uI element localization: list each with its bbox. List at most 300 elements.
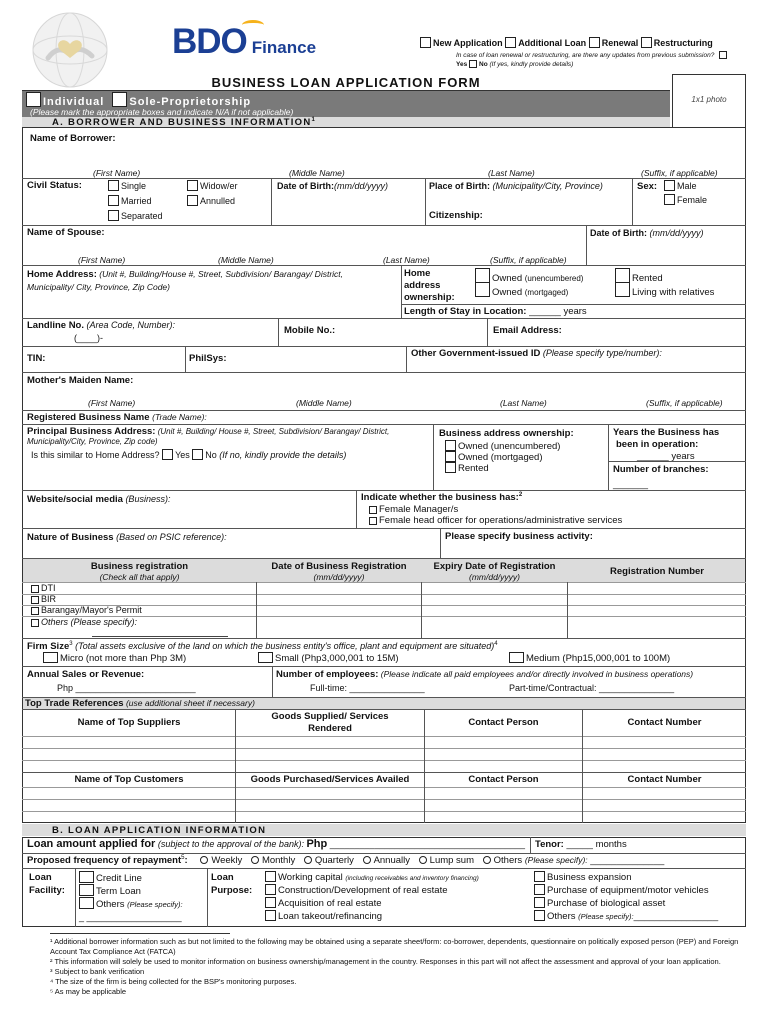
individual-checkbox[interactable] xyxy=(26,92,41,107)
home-owned-mortgaged[interactable] xyxy=(475,282,568,298)
reg-header-registration-text: Business registration xyxy=(90,561,189,572)
reg-row-bir[interactable] xyxy=(31,594,56,604)
firm-size-label: Firm Size xyxy=(27,641,70,652)
supplier-header-goods: Goods Supplied/ Services Rendered xyxy=(271,711,389,734)
freq-annually-radio[interactable] xyxy=(363,856,371,864)
loan-amount-label: Loan amount applied for xyxy=(27,838,156,850)
purpose-biological[interactable] xyxy=(534,897,665,909)
sex-male[interactable] xyxy=(664,180,697,191)
freq-others-blank[interactable]: ______________ xyxy=(590,855,665,867)
facility-credit-line-label: Credit Line xyxy=(96,873,142,884)
section-a-sup: 1 xyxy=(311,117,317,123)
reg-others-line xyxy=(92,636,228,637)
rule xyxy=(75,868,76,927)
name-of-borrower-label: Name of Borrower: xyxy=(30,133,116,144)
rule xyxy=(22,811,746,812)
rule xyxy=(608,424,609,490)
update-yes-label: Yes xyxy=(456,61,468,68)
loan-amount xyxy=(27,838,525,850)
indicate-text: Indicate whether the business has: xyxy=(361,492,519,504)
rule xyxy=(632,178,633,225)
civil-married[interactable] xyxy=(108,195,152,206)
rule xyxy=(22,594,746,595)
employees-parttime[interactable] xyxy=(509,683,674,693)
rule xyxy=(22,853,746,854)
rule xyxy=(22,178,746,179)
footnote-3: ³ Subject to bank verification xyxy=(50,967,145,976)
purpose-wc-note: (including receivables and inventory financing) xyxy=(345,875,479,882)
rule xyxy=(425,178,426,225)
option-additional-loan: Additional Loan xyxy=(518,38,587,48)
repayment-frequency: Proposed frequency of repayment$^5$: Weekly Monthly Quarterly Annually Lump sum Others (Please specify): ______________ xyxy=(27,855,665,867)
rule xyxy=(401,304,746,305)
fulltime-blank[interactable]: _______________ xyxy=(349,683,425,693)
freq-label: Proposed frequency of repayment xyxy=(27,855,182,867)
option-restructuring: Restructuring xyxy=(653,38,713,48)
landline-input[interactable]: (____)- xyxy=(74,333,104,343)
civil-status-label: Civil Status: xyxy=(27,180,82,191)
rule xyxy=(487,318,488,346)
nature-label: Nature of Business xyxy=(27,532,114,543)
mothers-maiden-label: Mother's Maiden Name: xyxy=(27,375,134,386)
purpose-acquisition[interactable] xyxy=(265,897,382,909)
registered-business-hint: (Trade Name): xyxy=(152,412,207,422)
rule xyxy=(22,760,746,761)
rule xyxy=(22,318,746,319)
spouse-dob-format: (mm/dd/yyyy) xyxy=(649,228,704,238)
female-manager-option[interactable] xyxy=(369,504,458,515)
annual-sales-label: Annual Sales or Revenue: xyxy=(27,669,145,680)
trade-refs-title xyxy=(25,698,255,709)
facility-term-loan[interactable] xyxy=(79,884,141,897)
mm-middle-name-hint: (Middle Name) xyxy=(296,398,352,408)
facility-term-loan-label: Term Loan xyxy=(96,886,141,897)
brand-accent-arc xyxy=(242,20,264,30)
reg-header-number: Registration Number xyxy=(610,566,704,577)
rule xyxy=(356,490,357,528)
brand-sub: Finance xyxy=(251,38,317,57)
female-head-option[interactable] xyxy=(369,515,622,526)
indicate-label xyxy=(361,492,522,503)
loan-amount-hint: (subject to the approval of the bank): xyxy=(157,839,304,849)
length-of-stay xyxy=(404,306,587,317)
similar-question: Is this similar to Home Address? xyxy=(31,450,160,460)
facility-label1: Loan xyxy=(29,872,52,883)
application-type-options xyxy=(420,37,713,48)
firm-medium[interactable] xyxy=(509,652,670,664)
purpose-wc-label: Working capital xyxy=(278,872,343,883)
civil-annulled-label: Annulled xyxy=(200,196,236,206)
firm-small[interactable] xyxy=(258,652,399,664)
registered-business-name xyxy=(27,412,207,423)
nature-hint: (Based on PSIC reference): xyxy=(116,532,227,542)
rule xyxy=(406,346,407,372)
freq-annually: Annually xyxy=(373,855,411,867)
civil-widower-label: Widow/er xyxy=(200,181,238,191)
supplier-header-number: Contact Number xyxy=(627,717,702,728)
mm-last-name-hint: (Last Name) xyxy=(500,398,547,408)
rule xyxy=(22,772,746,773)
other-gov-id-hint: (Please specify type/number): xyxy=(542,348,662,358)
dob-label xyxy=(277,181,388,191)
business-owned-mort-label: Owned (mortgaged) xyxy=(458,452,543,463)
rule xyxy=(207,868,208,927)
rule xyxy=(22,372,746,373)
other-gov-id-text: Other Government-issued ID xyxy=(411,348,541,359)
years-unit: years xyxy=(671,451,695,462)
home-rented-label: Rented xyxy=(632,273,663,284)
form-title: BUSINESS LOAN APPLICATION FORM xyxy=(211,75,481,90)
facility-others-label: Others xyxy=(96,899,125,910)
firm-size-sup: 3 xyxy=(69,641,73,647)
similar-note: (If no, kindly provide the details) xyxy=(219,450,347,460)
rule xyxy=(22,490,746,491)
facility-credit-line[interactable] xyxy=(79,871,142,884)
reg-row-barangay[interactable] xyxy=(31,605,142,615)
footnotes xyxy=(50,937,750,997)
home-ownership-l1: Home xyxy=(404,268,431,279)
rule xyxy=(22,528,746,529)
business-owned-unenc-label: Owned (unencumbered) xyxy=(458,441,561,452)
rule xyxy=(235,709,236,823)
similar-no-checkbox[interactable] xyxy=(192,449,203,460)
firm-medium-label: Medium (Php15,000,001 to 100M) xyxy=(526,653,671,664)
annual-sales-input[interactable] xyxy=(57,683,196,693)
freq-others: Others xyxy=(493,855,523,867)
supplier-header-contact: Contact Person xyxy=(468,717,539,728)
pob-label-text: Place of Birth: xyxy=(429,181,491,191)
sex-female[interactable] xyxy=(664,194,707,205)
freq-others-hint: (Please specify): xyxy=(524,855,588,866)
home-ownership-label xyxy=(404,268,455,304)
rule xyxy=(440,528,441,558)
rule xyxy=(22,225,746,226)
home-owned-mort-note: (mortgaged) xyxy=(524,288,569,297)
parttime-blank[interactable]: _______________ xyxy=(599,683,675,693)
employees-label: Number of employees: xyxy=(276,669,379,680)
similar-yes-label: Yes xyxy=(175,450,190,460)
rule xyxy=(22,787,746,788)
rule xyxy=(22,410,746,411)
freq-monthly-radio[interactable] xyxy=(251,856,259,864)
home-address-text: Home Address: xyxy=(27,269,97,280)
update-note-text: In case of loan renewal or restructuring, are there any updates from previous submission? xyxy=(456,52,715,59)
supplier-header-name: Name of Top Suppliers xyxy=(77,717,181,728)
length-of-stay-unit: years xyxy=(563,306,587,317)
rule xyxy=(22,638,746,639)
borrower-first-name-hint: (First Name) xyxy=(93,168,141,178)
principal-address-hint1: (Unit #, Building/ House #, Street, Subdivision/ Barangay/ District, xyxy=(157,427,390,436)
footnote-1: ¹ Additional borrower information such as but not limited to the following may be obtained using a separate sheet/form: co-borrower, dependents, questionnaire on politically exposed person (PEP) and Foreign Account Tax Compliance Act (FATCA) xyxy=(50,937,739,956)
freq-weekly: Weekly xyxy=(211,855,243,867)
purpose-label2: Purpose: xyxy=(211,885,253,896)
home-ownership-l2: address xyxy=(404,280,441,291)
section-a-text: A. BORROWER AND BUSINESS INFORMATION xyxy=(52,117,312,129)
principal-address-label: Principal Business Address: xyxy=(27,426,156,437)
length-of-stay-blank[interactable]: ______ xyxy=(529,306,561,317)
business-ownership-label: Business address ownership: xyxy=(439,428,574,439)
spouse-middle-name-hint: (Middle Name) xyxy=(218,255,274,265)
civil-separated-label: Separated xyxy=(121,211,163,221)
firm-micro-label: Micro (not more than Php 3M) xyxy=(60,653,187,664)
name-of-borrower-input[interactable] xyxy=(30,145,740,167)
purpose-others-blank[interactable]: ________________ xyxy=(633,911,719,922)
rule xyxy=(22,799,746,800)
reg-barangay-label: Barangay/Mayor's Permit xyxy=(41,605,142,615)
freq-quarterly-radio[interactable] xyxy=(304,856,312,864)
reg-header-expiry xyxy=(422,561,567,583)
registered-business-label: Registered Business Name xyxy=(27,412,150,423)
additional-loan-checkbox[interactable] xyxy=(505,37,516,48)
tenor-label: Tenor: xyxy=(535,839,564,850)
restructuring-checkbox[interactable] xyxy=(641,37,652,48)
dob-label-text: Date of Birth: xyxy=(277,181,334,191)
years-label2: been in operation: xyxy=(616,439,699,450)
facility-others[interactable] xyxy=(79,897,183,910)
reg-row-dti[interactable] xyxy=(31,583,56,593)
similar-yes-checkbox[interactable] xyxy=(162,449,173,460)
home-address-label xyxy=(27,268,399,293)
other-gov-id-label xyxy=(411,348,662,359)
purpose-equipment[interactable] xyxy=(534,884,709,896)
borrower-type-instruction: (Please mark the appropriate boxes and indicate N/A if not applicable) xyxy=(30,107,294,117)
female-head-label: Female head officer for operations/administrative services xyxy=(379,515,623,526)
facility-label2: Facility: xyxy=(29,885,65,896)
trade-refs-hint: (use additional sheet if necessary) xyxy=(125,698,255,708)
freq-lumpsum-radio[interactable] xyxy=(419,856,427,864)
purpose-takeout-label: Loan takeout/refinancing xyxy=(278,911,383,922)
facility-others-hint: (Please specify): xyxy=(127,900,183,909)
rule xyxy=(22,748,746,749)
rule xyxy=(185,346,186,372)
home-living-label: Living with relatives xyxy=(632,287,715,298)
rule xyxy=(586,225,587,265)
loan-amount-blank[interactable]: _______________________________________ xyxy=(329,839,525,849)
reg-subheader-expiry: (mm/dd/yyyy) xyxy=(469,572,520,582)
home-ownership-l3: ownership: xyxy=(404,292,455,303)
firm-small-label: Small (Php3,000,001 to 15M) xyxy=(275,653,399,664)
facility-others-blank[interactable]: _ ___________________ xyxy=(79,912,182,922)
firm-size xyxy=(27,641,498,652)
email-label: Email Address: xyxy=(493,325,562,336)
loan-purpose-label xyxy=(211,871,252,897)
business-rented-label: Rented xyxy=(458,463,489,474)
principal-address-hint2: Municipality/City, Province, Zip code) xyxy=(27,437,158,446)
photo-label: 1x1 photo xyxy=(691,95,727,104)
mm-first-name-hint: (First Name) xyxy=(88,398,136,408)
purpose-working-capital[interactable] xyxy=(265,871,479,883)
section-b-title: B. LOAN APPLICATION INFORMATION xyxy=(52,825,267,836)
website-label xyxy=(27,494,170,505)
philsys-label: PhilSys: xyxy=(189,353,227,364)
home-owned-unenc-note: (unencumbered) xyxy=(524,274,584,283)
purpose-construction-label: Construction/Development of real estate xyxy=(278,885,448,896)
rule xyxy=(272,666,273,697)
spouse-dob-text: Date of Birth: xyxy=(590,228,647,238)
reg-header-date-text: Date of Business Registration xyxy=(271,561,407,572)
reg-header-date xyxy=(257,561,421,583)
sole-proprietorship-label: Sole-Proprietorship xyxy=(129,96,252,108)
rule xyxy=(433,424,434,490)
spouse-first-name-hint: (First Name) xyxy=(78,255,126,265)
rule xyxy=(22,868,746,869)
trade-refs-label: Top Trade References xyxy=(25,698,124,709)
nature-of-business xyxy=(27,532,227,543)
freq-monthly: Monthly xyxy=(261,855,296,867)
civil-single[interactable] xyxy=(108,180,146,191)
home-owned-mort-label: Owned xyxy=(492,287,523,298)
reg-row-others[interactable] xyxy=(31,617,137,627)
business-activity-label: Please specify business activity: xyxy=(445,531,593,542)
purpose-label1: Loan xyxy=(211,872,234,883)
renewal-checkbox[interactable] xyxy=(589,37,600,48)
firm-size-hint: (Total assets exclusive of the land on which the business entity's office, plant and equipment are situated) xyxy=(75,641,495,651)
reg-header-expiry-text: Expiry Date of Registration xyxy=(433,561,556,572)
indicate-sup: 2 xyxy=(518,492,523,498)
loan-facility-label xyxy=(29,871,65,897)
update-yes-checkbox[interactable] xyxy=(719,51,727,59)
customer-header-number: Contact Number xyxy=(627,774,702,785)
rule xyxy=(22,424,746,425)
home-address-hint1: (Unit #, Building/House #, Street, Subdivision/ Barangay/ District, xyxy=(99,269,344,279)
footnote-2: ² This information will solely be used to monitor information on business ownership/management in the country. Responses in this part will not affect the assessment and approval of your loan application. xyxy=(50,957,721,966)
borrower-last-name-hint: (Last Name) xyxy=(488,168,535,178)
parttime-label: Part-time/Contractual: xyxy=(509,683,597,693)
website-hint: (Business): xyxy=(125,494,171,504)
similar-no-label: No xyxy=(205,450,217,460)
purpose-others[interactable] xyxy=(534,910,718,922)
employees-hint: (Please indicate all paid employees and/or directly involved in business operations) xyxy=(380,669,694,679)
home-living-with-relatives[interactable] xyxy=(615,282,714,298)
purpose-equipment-label: Purchase of equipment/motor vehicles xyxy=(547,885,709,896)
rule xyxy=(22,346,746,347)
purpose-takeout[interactable] xyxy=(265,910,382,922)
branches-label: Number of branches: xyxy=(613,464,709,475)
mobile-label: Mobile No.: xyxy=(284,325,336,336)
tenor-unit: months xyxy=(595,839,627,850)
update-no-label: No xyxy=(479,61,488,68)
employees xyxy=(276,669,693,680)
landline-text: Landline No. xyxy=(27,320,84,331)
borrower-middle-name-hint: (Middle Name) xyxy=(289,168,345,178)
landline-label xyxy=(27,320,175,331)
purpose-expansion-label: Business expansion xyxy=(547,872,632,883)
rule xyxy=(271,178,272,225)
female-manager-label: Female Manager/s xyxy=(379,504,459,515)
years-blank[interactable]: ______ xyxy=(637,451,669,462)
home-owned-unenc-label: Owned xyxy=(492,273,523,284)
freq-others-radio[interactable] xyxy=(483,856,491,864)
freq-quarterly: Quarterly xyxy=(314,855,354,867)
freq-lumpsum: Lump sum xyxy=(429,855,475,867)
annual-sales-blank[interactable]: ________________________ xyxy=(75,683,196,693)
rule xyxy=(22,265,746,266)
purpose-biological-label: Purchase of biological asset xyxy=(547,898,666,909)
purpose-others-hint: (Please specify): xyxy=(578,912,634,921)
photo-box[interactable] xyxy=(672,74,746,128)
borrower-suffix-hint: (Suffix, if applicable) xyxy=(641,168,718,178)
new-application-checkbox[interactable] xyxy=(420,37,431,48)
rule xyxy=(22,736,746,737)
spouse-suffix-hint: (Suffix, if applicable) xyxy=(490,255,567,265)
employees-fulltime[interactable] xyxy=(310,683,425,693)
customer-header-name: Name of Top Customers xyxy=(74,774,184,785)
purpose-expansion[interactable] xyxy=(534,871,632,883)
branches-input[interactable]: _______ xyxy=(613,479,649,489)
reg-header-registration xyxy=(23,561,256,583)
spouse-dob-label xyxy=(590,228,704,238)
years-label1: Years the Business has xyxy=(613,427,720,438)
rule xyxy=(401,265,402,318)
citizenship-label: Citizenship: xyxy=(429,210,483,221)
spouse-last-name-hint: (Last Name) xyxy=(383,255,430,265)
mm-suffix-hint: (Suffix, if applicable) xyxy=(646,398,723,408)
rule xyxy=(530,837,531,853)
customer-header-contact: Contact Person xyxy=(468,774,539,785)
purpose-others-label: Others xyxy=(547,911,576,922)
sex-label: Sex: xyxy=(637,181,658,192)
rule xyxy=(278,318,279,346)
civil-married-label: Married xyxy=(121,196,152,206)
similar-to-home xyxy=(31,449,346,460)
principal-address xyxy=(27,427,431,447)
footnote-5: ⁵ As may be applicable xyxy=(50,987,127,996)
purpose-acquisition-label: Acquisition of real estate xyxy=(278,898,382,909)
business-rented[interactable] xyxy=(445,462,489,474)
brand-name: BDO xyxy=(172,22,247,61)
spouse-label: Name of Spouse: xyxy=(27,227,105,238)
length-of-stay-label: Length of Stay in Location: xyxy=(404,306,527,317)
loan-amount-currency: Php xyxy=(306,838,328,850)
civil-widower[interactable] xyxy=(187,180,238,191)
fulltime-label: Full-time: xyxy=(310,683,348,693)
rule xyxy=(22,709,746,710)
civil-separated[interactable] xyxy=(108,210,163,221)
landline-hint: (Area Code, Number): xyxy=(86,320,176,330)
freq-weekly-radio[interactable] xyxy=(200,856,208,864)
tin-label: TIN: xyxy=(27,353,46,364)
reg-dti-label: DTI xyxy=(41,583,56,593)
purpose-construction[interactable] xyxy=(265,884,448,896)
sex-female-label: Female xyxy=(677,195,708,205)
annual-sales-currency: Php xyxy=(57,683,74,693)
rule xyxy=(22,666,746,667)
update-no-checkbox[interactable] xyxy=(469,60,477,68)
option-renewal: Renewal xyxy=(601,38,639,48)
firm-micro[interactable] xyxy=(43,652,186,664)
civil-annulled[interactable] xyxy=(187,195,235,206)
individual-label: Individual xyxy=(43,96,105,108)
reg-others-label: Others (Please specify): xyxy=(41,617,138,627)
pob-hint: (Municipality/City, Province) xyxy=(492,181,603,191)
tenor-blank[interactable]: _____ xyxy=(566,839,593,850)
sex-male-label: Male xyxy=(677,181,697,191)
years-in-operation xyxy=(613,427,719,463)
reg-bir-label: BIR xyxy=(41,594,57,604)
borrower-type-options xyxy=(26,92,251,108)
footnote-4: ⁴ The size of the firm is being collected for the BSP's monitoring purposes. xyxy=(50,977,297,986)
website-text: Website/social media xyxy=(27,494,123,505)
firm-size-hint-sup: 4 xyxy=(494,641,498,647)
sole-proprietorship-checkbox[interactable] xyxy=(112,92,127,107)
option-new-application: New Application xyxy=(433,38,503,48)
dob-format: (mm/dd/yyyy) xyxy=(334,181,388,191)
update-no-note: (If yes, kindly provide details) xyxy=(489,61,574,68)
customer-header-goods: Goods Purchased/Services Availed xyxy=(250,774,410,785)
footnote-separator xyxy=(50,933,230,934)
home-address-hint2: Municipality/ City, Province, Zip Code) xyxy=(27,282,170,292)
pob-label xyxy=(429,181,603,191)
